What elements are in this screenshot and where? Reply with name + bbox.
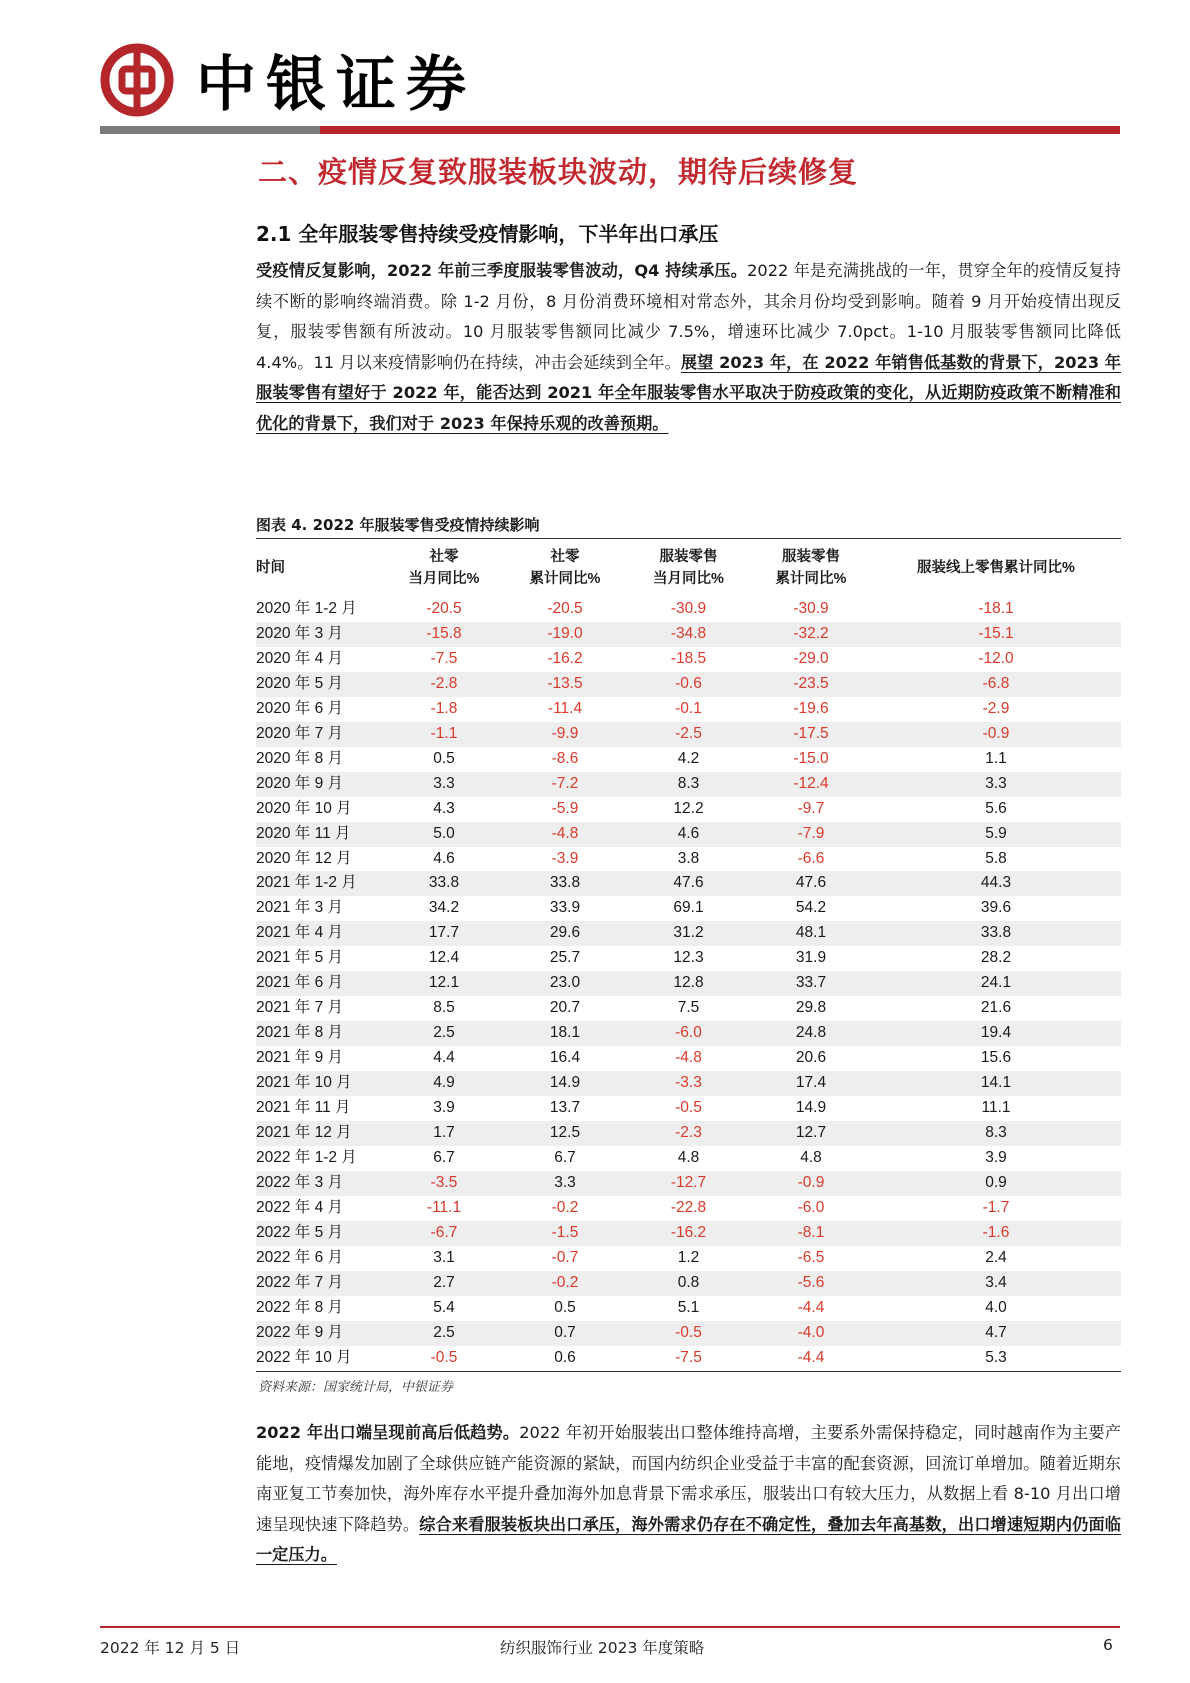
table-cell-value: 8.3 xyxy=(985,1124,1007,1142)
table-cell-value: 4.6 xyxy=(433,849,455,867)
table-cell-value: 5.4 xyxy=(433,1298,455,1316)
table-cell-value: 5.9 xyxy=(985,824,1007,842)
table-cell-value: -6.8 xyxy=(982,674,1010,692)
table-cell-value: 11.1 xyxy=(981,1099,1011,1117)
data-table xyxy=(256,538,1121,1372)
table-cell-value: 4.6 xyxy=(677,824,700,842)
table-cell-value: 33.9 xyxy=(549,899,581,917)
table-row xyxy=(256,1196,1121,1221)
table-row xyxy=(256,1146,1121,1171)
table-row xyxy=(256,1321,1121,1346)
table-cell-value: 33.8 xyxy=(549,874,581,892)
table-cell-value: 34.2 xyxy=(428,899,460,917)
table-cell-value: 8.5 xyxy=(433,999,455,1017)
table-cell-value: -19.6 xyxy=(793,699,829,717)
column-header xyxy=(871,539,1121,598)
table-cell-value: 47.6 xyxy=(795,874,827,892)
table-cell-value: -4.4 xyxy=(797,1298,825,1316)
table-cell-time: 2022 年 4 月 xyxy=(256,1198,344,1216)
sub-title: 2.1 全年服装零售持续受疫情影响，下半年出口承压 xyxy=(256,222,719,246)
table-row xyxy=(256,1221,1121,1246)
table-cell-value: -19.0 xyxy=(547,624,583,642)
table-cell-time: 2022 年 5 月 xyxy=(256,1223,344,1241)
table-cell-value: 1.1 xyxy=(985,749,1007,767)
table-row xyxy=(256,996,1121,1021)
table-cell-time: 2021 年 3 月 xyxy=(256,899,344,917)
table-body xyxy=(256,597,1121,1371)
paragraph-1 xyxy=(256,256,1121,439)
table-cell-value: -6.7 xyxy=(430,1223,458,1241)
table-cell-value: 5.6 xyxy=(985,799,1007,817)
table-cell-value: -0.9 xyxy=(982,724,1010,742)
table-cell-value: 4.3 xyxy=(433,799,455,817)
table-cell-value: 33.7 xyxy=(795,974,827,992)
table-cell-time: 2022 年 6 月 xyxy=(256,1248,344,1266)
table-row xyxy=(256,797,1121,822)
table-cell-value: 3.3 xyxy=(554,1173,576,1191)
table-cell-value: -0.2 xyxy=(551,1198,579,1216)
table-row xyxy=(256,1071,1121,1096)
table-cell-value: 5.3 xyxy=(985,1348,1007,1366)
table-cell-time: 2020 年 6 月 xyxy=(256,699,344,717)
table-cell-value: -15.1 xyxy=(978,624,1014,642)
table-cell-value: 5.0 xyxy=(433,824,455,842)
table-cell-value: 4.0 xyxy=(985,1298,1007,1316)
figure-source: 资料来源：国家统计局，中银证券 xyxy=(258,1380,454,1395)
table-cell-value: 4.2 xyxy=(677,749,700,767)
table-cell-value: 20.7 xyxy=(549,999,581,1017)
table-row xyxy=(256,871,1121,896)
table-cell-time: 2021 年 7 月 xyxy=(256,999,344,1017)
table-header-row xyxy=(256,539,1121,598)
table-cell-value: 4.8 xyxy=(677,1148,700,1166)
table-row xyxy=(256,647,1121,672)
table-cell-value: 3.9 xyxy=(985,1148,1007,1166)
paragraph-1-highlight: 展望 2023 年，在 2022 年销售低基数的背景下，2023 年服装零售有望好于 2022 年，能否达到 2021 年全年服装零售水平取决于防疫政策的变化，从近期防疫政策不断精准和优化的背景下，我们对于 2023 年保持乐观的改善预期。 xyxy=(256,352,1121,433)
table-cell-value: -0.9 xyxy=(797,1173,825,1191)
table-row xyxy=(256,971,1121,996)
table-cell-value: -0.2 xyxy=(551,1273,579,1291)
table-cell-time: 2020 年 11 月 xyxy=(256,824,351,842)
table-row xyxy=(256,822,1121,847)
table-cell-value: -7.2 xyxy=(551,774,579,792)
column-header-time xyxy=(256,539,384,598)
table-cell-value: -30.9 xyxy=(670,600,707,617)
table-cell-value: 31.2 xyxy=(673,924,704,942)
table-cell-value: -22.8 xyxy=(670,1198,707,1216)
table-cell-value: 6.7 xyxy=(433,1148,455,1166)
table-cell-time: 2020 年 1-2 月 xyxy=(256,600,357,617)
column-header-line: 服装零售 xyxy=(782,549,840,565)
table-cell-value: -4.4 xyxy=(797,1348,825,1366)
table-cell-value: 3.3 xyxy=(985,774,1007,792)
table-cell-value: 2.5 xyxy=(433,1024,455,1042)
column-header-line: 累计同比% xyxy=(529,571,601,587)
column-header-line: 服装零售 xyxy=(659,549,718,565)
table-cell-value: 1.7 xyxy=(433,1124,455,1142)
table-cell-value: 44.3 xyxy=(980,874,1012,892)
table-row xyxy=(256,772,1121,797)
table-cell-value: 69.1 xyxy=(673,899,704,917)
table-cell-time: 2022 年 7 月 xyxy=(256,1273,344,1291)
table-cell-value: 25.7 xyxy=(549,949,581,967)
table-cell-value: 24.1 xyxy=(980,974,1012,992)
table-cell-value: 28.2 xyxy=(980,949,1012,967)
column-header xyxy=(751,539,871,598)
column-header-line: 服装线上零售累计同比% xyxy=(917,560,1075,576)
table-cell-value: 12.2 xyxy=(673,799,704,817)
table-cell-value: 3.1 xyxy=(433,1248,455,1266)
table-cell-value: 17.7 xyxy=(428,924,460,942)
table-row xyxy=(256,1346,1121,1371)
table-row xyxy=(256,1271,1121,1296)
paragraph-2-highlight: 综合来看服装板块出口承压，海外需求仍存在不确定性，叠加去年高基数，出口增速短期内仍面临一定压力。 xyxy=(256,1514,1121,1564)
table-cell-value: 19.4 xyxy=(980,1024,1012,1042)
company-name: 中银证券 xyxy=(196,50,476,120)
table-cell-value: -2.9 xyxy=(982,699,1010,717)
table-cell-value: 13.7 xyxy=(549,1099,581,1117)
table-cell-value: 7.5 xyxy=(677,999,700,1017)
table-cell-value: 21.6 xyxy=(980,999,1012,1017)
column-header-line: 当月同比% xyxy=(653,571,724,587)
table-row xyxy=(256,722,1121,747)
table-cell-time: 2020 年 10 月 xyxy=(256,799,352,817)
table-cell-value: 1.2 xyxy=(677,1248,700,1266)
table-cell-value: 24.8 xyxy=(795,1024,827,1042)
table-row xyxy=(256,1246,1121,1271)
table-cell-time: 2020 年 9 月 xyxy=(256,774,344,792)
table-cell-value: -2.8 xyxy=(430,674,458,692)
table-cell-value: 12.3 xyxy=(673,949,704,967)
table-cell-time: 2020 年 3 月 xyxy=(256,624,344,642)
table-cell-value: 29.6 xyxy=(549,924,581,942)
table-cell-value: -3.5 xyxy=(430,1173,458,1191)
table-cell-value: 4.4 xyxy=(433,1049,455,1067)
table-row xyxy=(256,946,1121,971)
table-cell-value: -6.0 xyxy=(675,1024,702,1042)
table-cell-time: 2021 年 12 月 xyxy=(256,1124,352,1142)
table-cell-value: -12.4 xyxy=(793,774,829,792)
table-cell-value: -18.5 xyxy=(670,649,707,667)
table-row xyxy=(256,847,1121,872)
table-cell-value: 47.6 xyxy=(673,874,704,892)
table-cell-value: 0.5 xyxy=(554,1298,576,1316)
table-cell-time: 2021 年 1-2 月 xyxy=(256,874,357,892)
table-cell-value: -0.1 xyxy=(675,699,702,717)
paragraph-2 xyxy=(256,1418,1121,1571)
table-cell-time: 2020 年 7 月 xyxy=(256,724,344,742)
table-cell-value: -8.1 xyxy=(797,1223,825,1241)
table-cell-value: 12.4 xyxy=(428,949,460,967)
table-row xyxy=(256,672,1121,697)
table-cell-value: -6.6 xyxy=(797,849,825,867)
table-cell-value: -0.5 xyxy=(430,1348,458,1366)
table-cell-value: 33.8 xyxy=(980,924,1012,942)
table-cell-value: 5.8 xyxy=(985,849,1007,867)
table-cell-value: -15.0 xyxy=(793,749,829,767)
table-cell-time: 2021 年 10 月 xyxy=(256,1074,352,1092)
table-row xyxy=(256,747,1121,772)
table-cell-value: 0.5 xyxy=(433,749,455,767)
column-header xyxy=(384,539,504,598)
table-cell-value: 3.8 xyxy=(677,849,700,867)
table-row xyxy=(256,921,1121,946)
table-cell-value: 0.9 xyxy=(985,1173,1007,1191)
table-cell-value: -0.5 xyxy=(675,1323,702,1341)
table-cell-value: -5.6 xyxy=(797,1273,825,1291)
table-cell-value: -7.9 xyxy=(797,824,825,842)
table-cell-value: 2.7 xyxy=(433,1273,455,1291)
table-cell-time: 2020 年 8 月 xyxy=(256,749,344,767)
table-cell-value: -1.7 xyxy=(982,1198,1010,1216)
table-cell-value: 6.7 xyxy=(554,1148,576,1166)
table-cell-value: -29.0 xyxy=(793,649,829,667)
table-cell-value: 18.1 xyxy=(549,1024,581,1042)
table-cell-value: -5.9 xyxy=(551,799,579,817)
table-cell-value: -11.4 xyxy=(547,699,583,717)
table-cell-value: -16.2 xyxy=(670,1223,707,1241)
table-cell-value: 15.6 xyxy=(980,1049,1012,1067)
table-cell-value: -12.0 xyxy=(978,649,1014,667)
table-cell-value: 4.7 xyxy=(985,1323,1007,1341)
table-cell-value: -4.8 xyxy=(675,1049,702,1067)
column-header xyxy=(626,539,751,598)
column-header-line: 社零 xyxy=(550,549,580,565)
table-cell-value: -1.8 xyxy=(430,699,458,717)
table-cell-value: 54.2 xyxy=(795,899,827,917)
table-cell-value: -34.8 xyxy=(670,624,707,642)
table-cell-value: -3.9 xyxy=(551,849,579,867)
table-cell-value: 3.3 xyxy=(433,774,455,792)
table-cell-value: -9.7 xyxy=(797,799,825,817)
table-cell-time: 2021 年 5 月 xyxy=(256,949,344,967)
table-cell-value: -23.5 xyxy=(793,674,829,692)
table-cell-value: -4.0 xyxy=(797,1323,825,1341)
table-cell-time: 2022 年 8 月 xyxy=(256,1298,344,1316)
column-header-line: 社零 xyxy=(429,549,459,565)
table-cell-value: 2.5 xyxy=(433,1323,455,1341)
table-cell-value: 33.8 xyxy=(428,874,460,892)
footer-report-title: 纺织服饰行业 2023 年度策略 xyxy=(500,1639,705,1657)
table-cell-value: -15.8 xyxy=(426,624,462,642)
table-cell-value: 12.8 xyxy=(673,974,704,992)
table-cell-value: 8.3 xyxy=(677,774,700,792)
table-row xyxy=(256,1296,1121,1321)
table-cell-time: 2021 年 11 月 xyxy=(256,1099,351,1117)
table-row xyxy=(256,697,1121,722)
column-header-line: 时间 xyxy=(256,560,285,576)
table-cell-value: 12.7 xyxy=(795,1124,827,1142)
table-cell-value: 0.8 xyxy=(677,1273,700,1291)
table-cell-value: 23.0 xyxy=(549,974,581,992)
figure-title: 图表 4. 2022 年服装零售受疫情持续影响 xyxy=(256,516,540,534)
table-row xyxy=(256,1021,1121,1046)
table-cell-value: 48.1 xyxy=(795,924,827,942)
table-cell-time: 2020 年 5 月 xyxy=(256,674,344,692)
table-row xyxy=(256,1096,1121,1121)
table-cell-value: -17.5 xyxy=(793,724,829,742)
section-title: 二、疫情反复致服装板块波动，期待后续修复 xyxy=(258,155,859,189)
footer-rule xyxy=(100,1626,1120,1628)
table-cell-value: -16.2 xyxy=(547,649,583,667)
table-cell-value: 16.4 xyxy=(549,1049,581,1067)
table-cell-value: 31.9 xyxy=(795,949,827,967)
paragraph-2-lead: 2022 年出口端呈现前高后低趋势。 xyxy=(256,1423,520,1442)
table-cell-value: -8.6 xyxy=(551,749,579,767)
table-cell-value: -6.0 xyxy=(797,1198,825,1216)
column-header xyxy=(504,539,626,598)
table-cell-value: -32.2 xyxy=(793,624,829,642)
paragraph-1-lead: 受疫情反复影响，2022 年前三季度服装零售波动，Q4 持续承压。 xyxy=(256,261,748,280)
table-cell-value: 3.9 xyxy=(433,1099,455,1117)
table-cell-value: 3.4 xyxy=(985,1273,1007,1291)
table-cell-time: 2022 年 1-2 月 xyxy=(256,1148,357,1166)
table-row xyxy=(256,1171,1121,1196)
footer-date: 2022 年 12 月 5 日 xyxy=(100,1639,241,1657)
table-cell-value: -2.3 xyxy=(675,1124,702,1142)
table-row xyxy=(256,622,1121,647)
table-cell-value: 20.6 xyxy=(795,1049,827,1067)
table-cell-value: 29.8 xyxy=(795,999,827,1017)
table-cell-value: -13.5 xyxy=(547,674,583,692)
table-cell-value: 14.9 xyxy=(795,1099,827,1117)
table-cell-value: -30.9 xyxy=(793,600,829,617)
table-cell-value: 4.9 xyxy=(433,1074,455,1092)
table-cell-value: -6.5 xyxy=(797,1248,825,1266)
table-cell-time: 2020 年 4 月 xyxy=(256,649,344,667)
table-row xyxy=(256,896,1121,921)
table-cell-time: 2022 年 3 月 xyxy=(256,1173,344,1191)
table-cell-value: -0.6 xyxy=(675,674,702,692)
table-cell-value: -0.7 xyxy=(551,1248,579,1266)
bank-of-china-icon xyxy=(100,43,174,117)
table-cell-value: 5.1 xyxy=(677,1298,700,1316)
table-cell-value: -11.1 xyxy=(426,1198,462,1216)
table-cell-time: 2021 年 4 月 xyxy=(256,924,344,942)
paragraph-2-body: 2022 年初开始服装出口整体维持高增，主要系外需保持稳定，同时越南作为主要产能地，疫情爆发加剧了全球供应链产能资源的紧缺，而国内纺织企业受益于丰富的配套资源，回流订单增加。随着近期东南亚复工节奏加快，海外库存水平提升叠加海外加息背景下需求承压，服装出口有较大压力，从数据上看 8-10 月出口增速呈现快速下降趋势。 xyxy=(256,1423,1121,1534)
company-logo xyxy=(100,40,476,120)
table-cell-value: -1.5 xyxy=(551,1223,579,1241)
table-cell-value: -18.1 xyxy=(978,600,1014,617)
table-cell-value: -20.5 xyxy=(547,600,583,617)
table-cell-value: -2.5 xyxy=(675,724,702,742)
table-cell-value: 14.1 xyxy=(980,1074,1012,1092)
table-cell-time: 2020 年 12 月 xyxy=(256,849,352,867)
table-cell-time: 2021 年 9 月 xyxy=(256,1049,344,1067)
table-cell-time: 2021 年 6 月 xyxy=(256,974,344,992)
table-cell-value: 12.1 xyxy=(428,974,460,992)
paragraph-1-body: 2022 年是充满挑战的一年，贯穿全年的疫情反复持续不断的影响终端消费。除 1-2 月份，8 月份消费环境相对常态外，其余月份均受到影响。随着 9 月开始疫情出现反复，服装零售额有所波动。10 月服装零售额同比减少 7.5%，增速环比减少 7.0pct。1-10 月服装零售额同比降低 4.4%。11 月以来疫情影响仍在持续，冲击会延续到全年。 xyxy=(256,261,1121,372)
table-cell-time: 2021 年 8 月 xyxy=(256,1024,344,1042)
table-cell-value: -20.5 xyxy=(426,600,462,617)
table-cell-value: 0.7 xyxy=(554,1323,576,1341)
table-cell-value: -1.1 xyxy=(430,724,458,742)
table-row xyxy=(256,597,1121,622)
table-row xyxy=(256,1121,1121,1146)
column-header-line: 当月同比% xyxy=(408,571,480,587)
table-cell-value: -4.8 xyxy=(551,824,579,842)
table-cell-value: -1.6 xyxy=(982,1223,1010,1241)
table-cell-value: -9.9 xyxy=(551,724,579,742)
table-row xyxy=(256,1046,1121,1071)
page-number: 6 xyxy=(1103,1636,1113,1654)
table-cell-value: -7.5 xyxy=(675,1348,702,1366)
table-cell-time: 2022 年 10 月 xyxy=(256,1348,352,1366)
table-cell-value: -7.5 xyxy=(430,649,458,667)
table-cell-value: 14.9 xyxy=(549,1074,581,1092)
table-cell-value: 12.5 xyxy=(549,1124,581,1142)
table-cell-value: 2.4 xyxy=(985,1248,1007,1266)
table-cell-value: 0.6 xyxy=(554,1348,576,1366)
table-cell-value: 4.8 xyxy=(800,1148,822,1166)
column-header-line: 累计同比% xyxy=(775,571,847,587)
table-cell-value: -12.7 xyxy=(670,1173,707,1191)
table-cell-value: -3.3 xyxy=(675,1074,702,1092)
header-rule-red xyxy=(320,126,1120,134)
table-cell-value: -0.5 xyxy=(675,1099,702,1117)
table-cell-value: 39.6 xyxy=(980,899,1012,917)
table-cell-time: 2022 年 9 月 xyxy=(256,1323,344,1341)
table-cell-value: 17.4 xyxy=(795,1074,827,1092)
